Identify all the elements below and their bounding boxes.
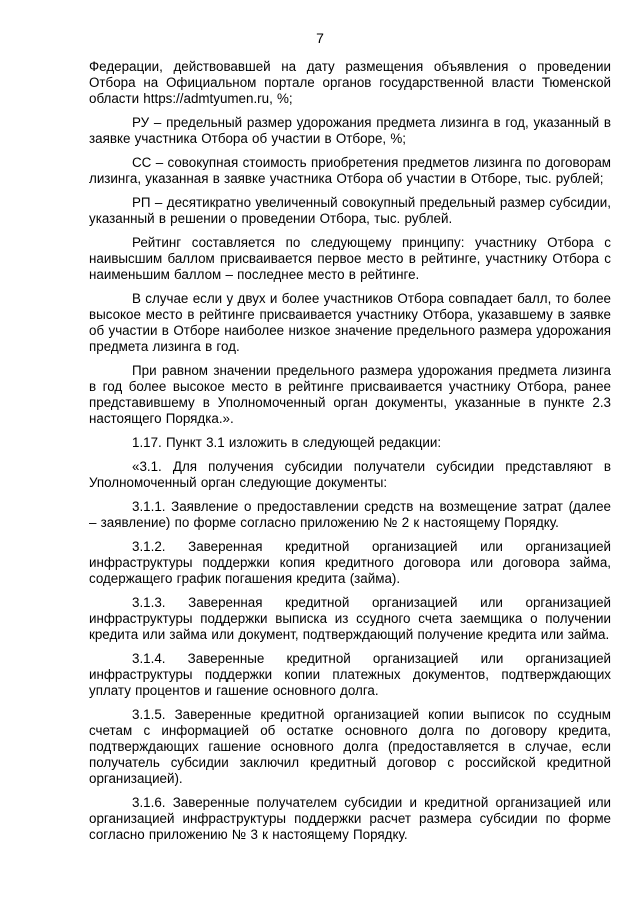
- paragraph-continuation: Федерации, действовавшей на дату размещения объявления о проведении Отбора на Официальном портале органов государственной власти Тюменской области https://admtyumen.ru, %;: [89, 59, 611, 106]
- page-number: 7: [316, 30, 324, 46]
- paragraph-rp-definition: РП – десятикратно увеличенный совокупный предельный размер субсидии, указанный в решении о проведении Отбора, тыс. рублей.: [89, 195, 611, 226]
- document-body: [89, 59, 611, 851]
- paragraph-tie-rule: В случае если у двух и более участников Отбора совпадает балл, то более высокое место в рейтинге присваивается участнику Отбора, указавшему в заявке об участии в Отборе наиболее низкое значение предельного размера удорожания предмета лизинга в год.: [89, 291, 611, 354]
- paragraph-item-3-1-2: 3.1.2. Заверенная кредитной организацией или организацией инфраструктуры поддержки копия кредитного договора или договора займа, содержащего график погашения кредита (займа).: [89, 539, 611, 586]
- paragraph-ss-definition: СС – совокупная стоимость приобретения предметов лизинга по договорам лизинга, указанная в заявке участника Отбора об участии в Отборе, тыс. рублей;: [89, 155, 611, 186]
- paragraph-ru-definition: РУ – предельный размер удорожания предмета лизинга в год, указанный в заявке участника Отбора об участии в Отборе, %;: [89, 115, 611, 146]
- paragraph-item-3-1-3: 3.1.3. Заверенная кредитной организацией или организацией инфраструктуры поддержки выписка из ссудного счета заемщика о получении кредита или займа или документ, подтверждающий получение кредита или займа.: [89, 595, 611, 642]
- paragraph-item-1-17: 1.17. Пункт 3.1 изложить в следующей редакции:: [132, 435, 442, 450]
- paragraph-item-3-1-6: 3.1.6. Заверенные получателем субсидии и кредитной организацией или организацией инфраструктуры поддержки расчет размера субсидии по форме согласно приложению № 3 к настоящему Порядку.: [89, 795, 611, 842]
- paragraph-equal-value-rule: При равном значении предельного размера удорожания предмета лизинга в год более высокое место в рейтинге присваивается участнику Отбора, ранее представившему в Уполномоченный орган документы, указанные в пункте 2.3 настоящего Порядка.».: [89, 363, 611, 426]
- paragraph-item-3-1-5: 3.1.5. Заверенные кредитной организацией копии выписок по ссудным счетам с информацией об остатке основного долга по договору кредита, подтверждающих гашение основного долга (предоставляется в случае, если получатель субсидии заключил кредитный договор с российской кредитной организацией).: [89, 707, 611, 786]
- paragraph-rating-principle: Рейтинг составляется по следующему принципу: участнику Отбора с наивысшим баллом присваивается первое место в рейтинге, участнику Отбора с наименьшим баллом – последнее место в рейтинге.: [89, 235, 611, 282]
- paragraph-item-3-1-4: 3.1.4. Заверенные кредитной организацией или организацией инфраструктуры поддержки копии платежных документов, подтверждающих уплату процентов и гашение основного долга.: [89, 651, 611, 698]
- paragraph-item-3-1-1: 3.1.1. Заявление о предоставлении средств на возмещение затрат (далее – заявление) по форме согласно приложению № 2 к настоящему Порядку.: [89, 499, 611, 530]
- paragraph-item-3-1: «3.1. Для получения субсидии получатели субсидии представляют в Уполномоченный орган следующие документы:: [89, 459, 611, 490]
